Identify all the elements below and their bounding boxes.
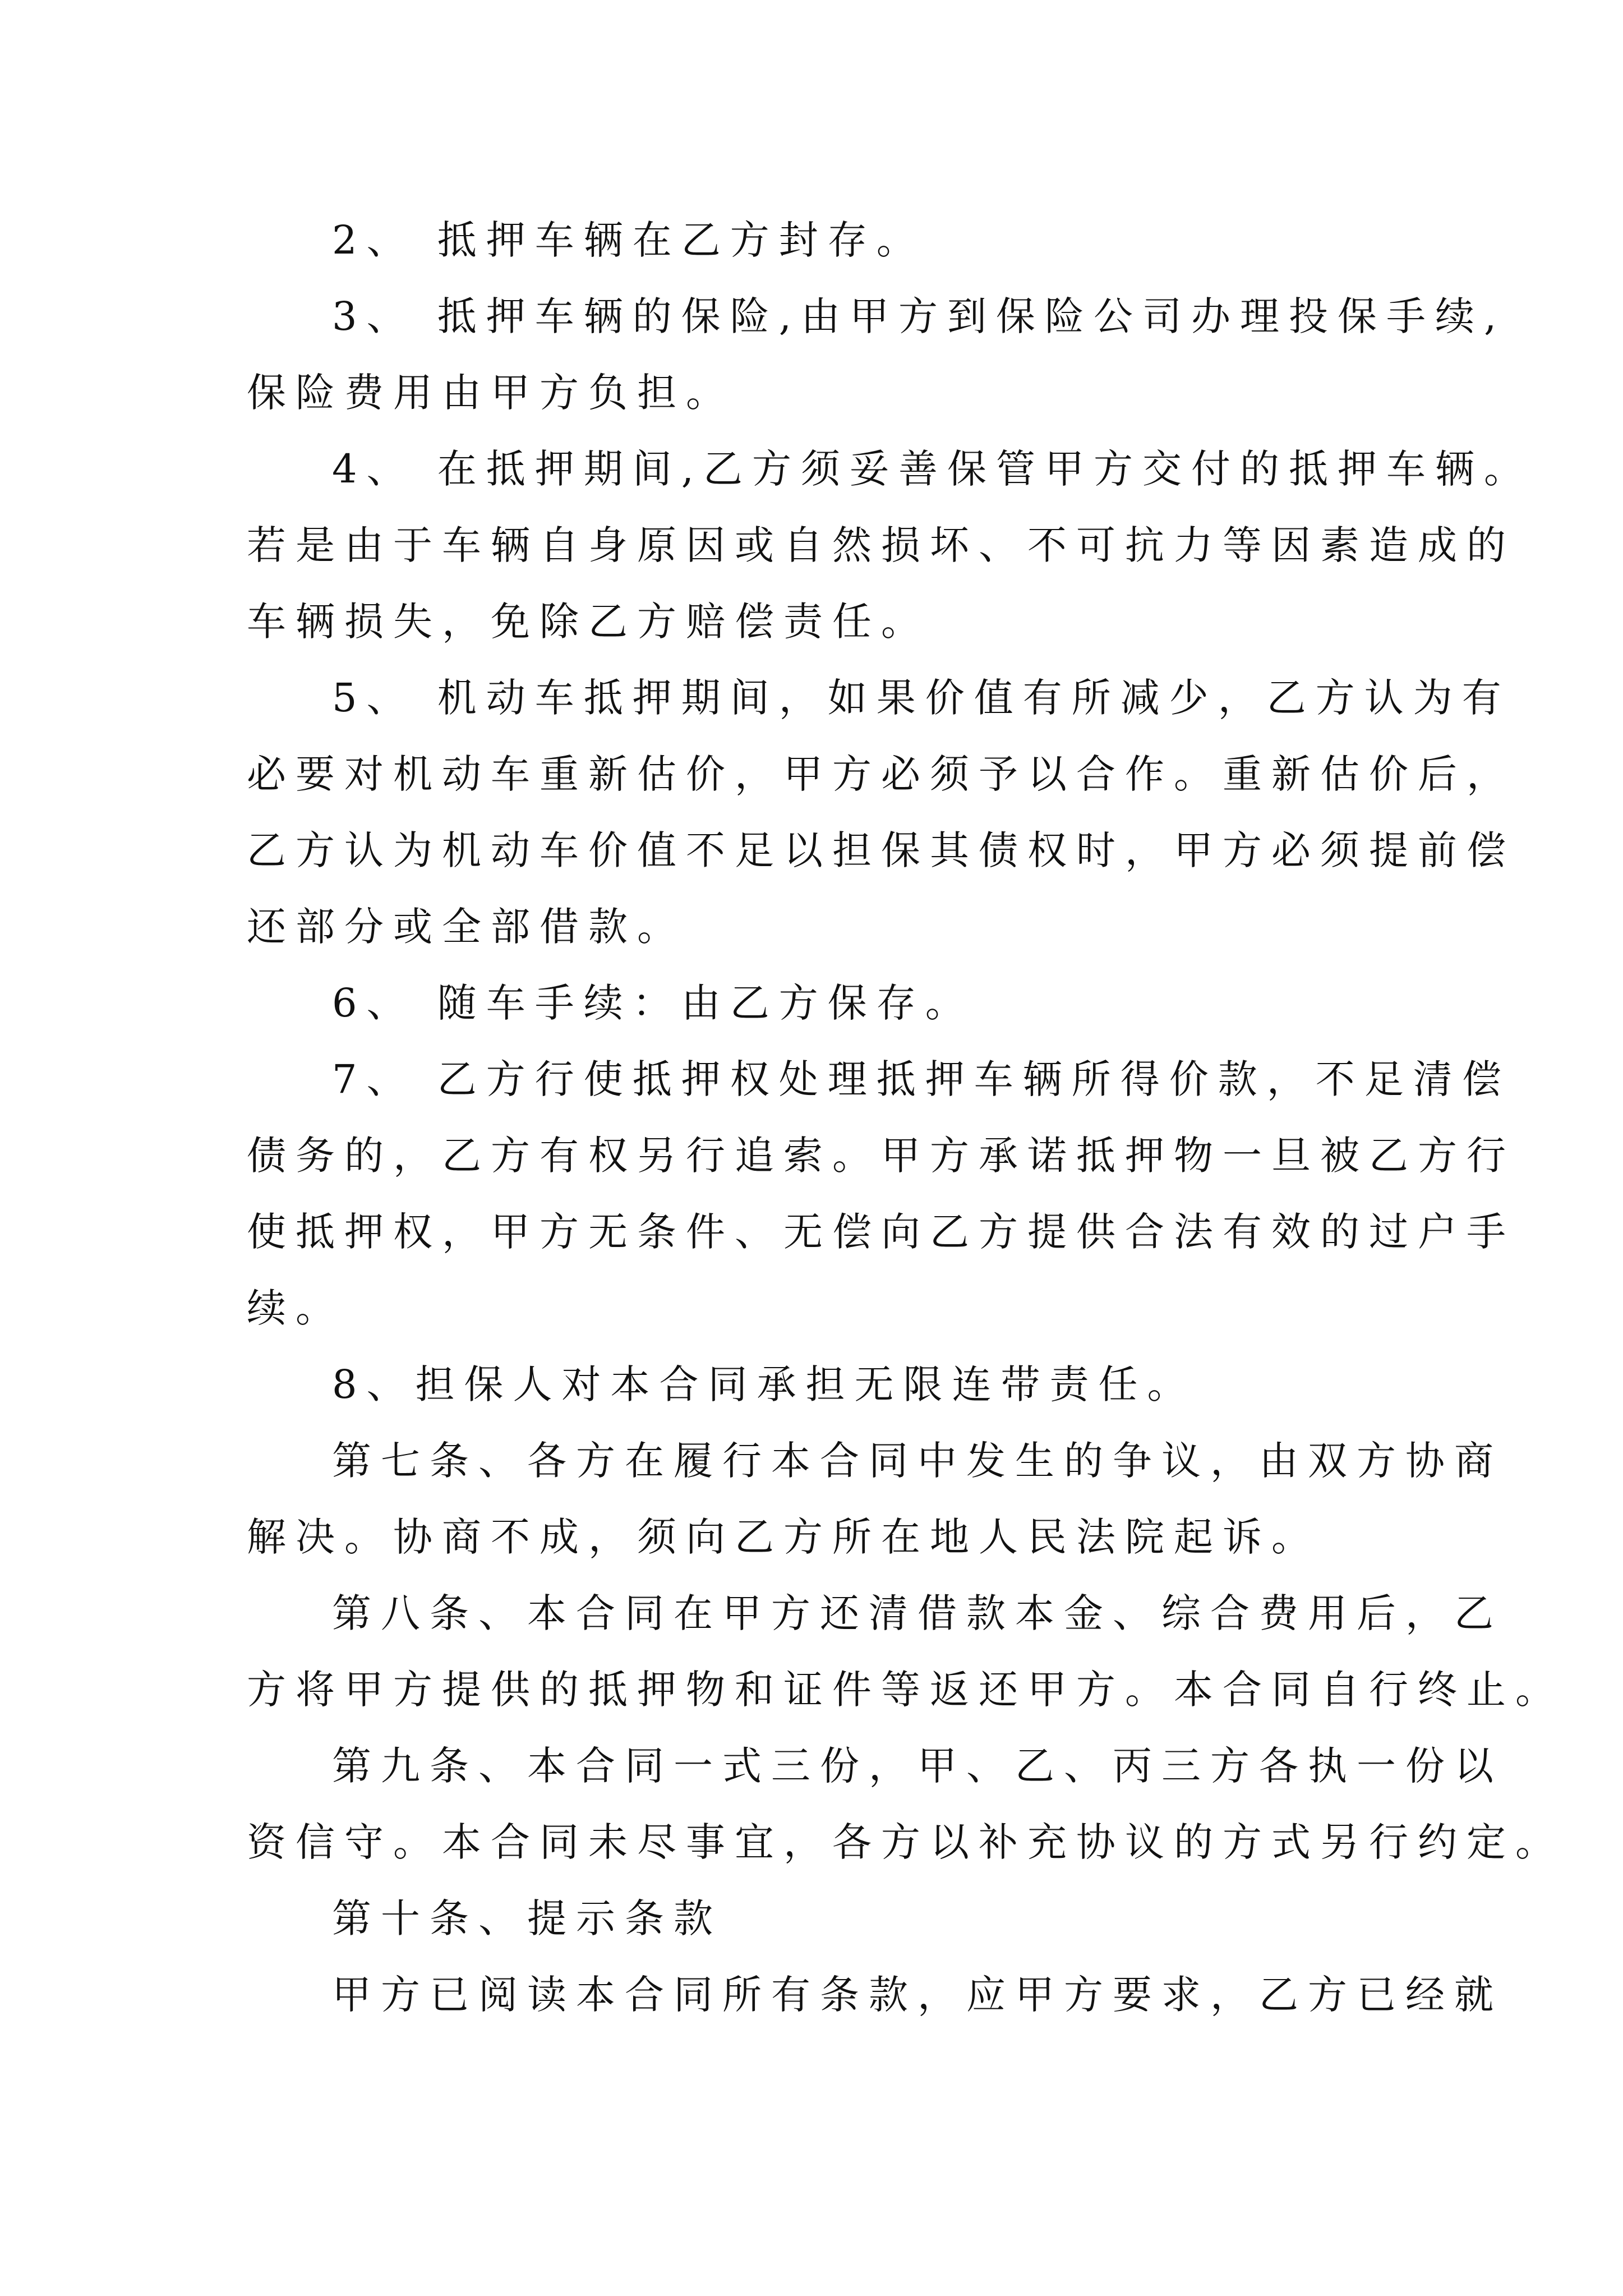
clause-5-line-1: 5、 机动车抵押期间，如果价值有所减少，乙方认为有 bbox=[332, 675, 1511, 721]
article-7-line-1: 第七条、各方在履行本合同中发生的争议，由双方协商 bbox=[332, 1438, 1503, 1484]
article-8-line-1: 第八条、本合同在甲方还清借款本金、综合费用后，乙 bbox=[332, 1590, 1503, 1636]
clause-5-line-4: 还部分或全部借款。 bbox=[247, 904, 686, 950]
clause-4-line-1: 4、 在抵押期间,乙方须妥善保管甲方交付的抵押车辆。 bbox=[332, 446, 1533, 492]
clause-3-line-2: 保险费用由甲方负担。 bbox=[247, 370, 735, 416]
article-10-line-1: 甲方已阅读本合同所有条款，应甲方要求，乙方已经就 bbox=[332, 1972, 1503, 2018]
clause-2-line: 2、 抵押车辆在乙方封存。 bbox=[332, 217, 925, 263]
clause-7-line-4: 续。 bbox=[247, 1285, 344, 1331]
clause-4-line-2: 若是由于车辆自身原因或自然损坏、不可抗力等因素造成的 bbox=[247, 522, 1515, 568]
article-8-line-2: 方将甲方提供的抵押物和证件等返还甲方。本合同自行终止。 bbox=[247, 1667, 1564, 1713]
clause-7-line-3: 使抵押权，甲方无条件、无偿向乙方提供合法有效的过户手 bbox=[247, 1209, 1515, 1255]
clause-7-line-2: 债务的，乙方有权另行追索。甲方承诺抵押物一旦被乙方行 bbox=[247, 1133, 1515, 1179]
clause-8-line: 8、担保人对本合同承担无限连带责任。 bbox=[332, 1361, 1196, 1407]
clause-5-line-3: 乙方认为机动车价值不足以担保其债权时，甲方必须提前偿 bbox=[247, 827, 1515, 873]
article-9-line-1: 第九条、本合同一式三份，甲、乙、丙三方各执一份以 bbox=[332, 1743, 1503, 1789]
article-7-line-2: 解决。协商不成，须向乙方所在地人民法院起诉。 bbox=[247, 1514, 1320, 1560]
article-9-line-2: 资信守。本合同未尽事宜，各方以补充协议的方式另行约定。 bbox=[247, 1819, 1564, 1865]
clause-6-line: 6、 随车手续：由乙方保存。 bbox=[332, 980, 974, 1026]
clause-3-line-1: 3、 抵押车辆的保险,由甲方到保险公司办理投保手续, bbox=[332, 293, 1506, 339]
article-10-heading: 第十条、提示条款 bbox=[332, 1895, 722, 1941]
clause-7-line-1: 7、 乙方行使抵押权处理抵押车辆所得价款，不足清偿 bbox=[332, 1056, 1511, 1102]
clause-5-line-2: 必要对机动车重新估价，甲方必须予以合作。重新估价后， bbox=[247, 751, 1515, 797]
contract-body bbox=[247, 202, 1564, 2033]
clause-4-line-3: 车辆损失，免除乙方赔偿责任。 bbox=[247, 599, 930, 645]
